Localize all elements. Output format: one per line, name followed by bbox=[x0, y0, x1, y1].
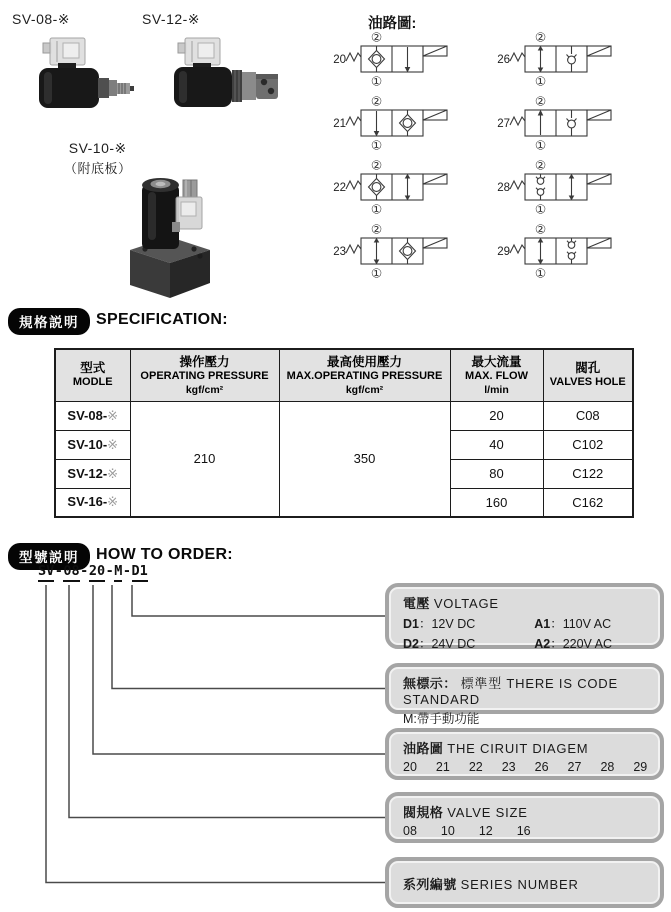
spec-max-flow: 20 bbox=[450, 401, 543, 430]
spec-operating-pressure: 210 bbox=[130, 401, 279, 517]
diagram-number: 23 bbox=[333, 246, 346, 258]
spec-section-heading: SPECIFICATION: bbox=[96, 311, 228, 328]
specification-table bbox=[54, 348, 632, 518]
svg-text:②: ② bbox=[370, 94, 383, 109]
order-code-segment-20: 20 bbox=[89, 563, 105, 582]
order-code-separator: - bbox=[80, 563, 89, 579]
diagram-number: 27 bbox=[497, 118, 510, 130]
order-code-segment-SV: SV bbox=[38, 563, 54, 582]
product-label-sv12: SV-12-※ bbox=[142, 11, 201, 27]
order-box-the-ciruit-diagem bbox=[385, 728, 664, 780]
order-box-series-number bbox=[385, 857, 664, 908]
spec-model: SV-10-※ bbox=[55, 430, 130, 459]
order-box-values bbox=[403, 760, 646, 774]
spec-model: SV-12-※ bbox=[55, 459, 130, 488]
spec-table bbox=[54, 348, 634, 518]
spec-col-header-2: 最高使用壓力 MAX.OPERATING PRESSURE kgf/cm² bbox=[279, 349, 450, 401]
circuit-diagram-21 bbox=[328, 94, 483, 152]
svg-text:①: ① bbox=[534, 201, 547, 216]
order-code bbox=[38, 563, 148, 579]
diagram-number: 29 bbox=[497, 246, 510, 258]
circuit-diagram-22 bbox=[328, 158, 483, 216]
product-photo-sv10 bbox=[112, 170, 218, 300]
circuit-diagram-26 bbox=[492, 30, 647, 88]
svg-text:②: ② bbox=[534, 158, 547, 173]
order-code-segment-D1: D1 bbox=[132, 563, 148, 582]
order-code-separator: - bbox=[54, 563, 63, 579]
voltage-option: D2：24V DC bbox=[403, 637, 476, 651]
order-tree-line-20 bbox=[93, 585, 385, 754]
svg-text:①: ① bbox=[370, 73, 383, 88]
svg-text:②: ② bbox=[534, 30, 547, 45]
order-box-value: 10 bbox=[440, 824, 455, 838]
svg-text:②: ② bbox=[534, 94, 547, 109]
spec-valve-hole: C122 bbox=[543, 459, 633, 488]
spec-valve-hole: C162 bbox=[543, 488, 633, 517]
order-code-segment-M: M bbox=[114, 563, 122, 582]
spec-col-header-3: 最大流量 MAX. FLOW l/min bbox=[450, 349, 543, 401]
spec-model: SV-16-※ bbox=[55, 488, 130, 517]
order-tree-line-08 bbox=[69, 585, 385, 818]
svg-text:①: ① bbox=[534, 73, 547, 88]
spec-valve-hole: C08 bbox=[543, 401, 633, 430]
order-box-value: 28 bbox=[600, 760, 615, 774]
order-box-title: 油路圖 THE CIRUIT DIAGEM bbox=[403, 741, 589, 756]
svg-text:①: ① bbox=[370, 265, 383, 280]
order-box-value: 12 bbox=[478, 824, 493, 838]
order-box-title: 無標示： 標準型 THERE IS CODE STANDARD bbox=[403, 676, 618, 707]
order-box-value: 08 bbox=[403, 824, 417, 838]
circuit-diagram-27 bbox=[492, 94, 647, 152]
order-box-values bbox=[403, 824, 646, 838]
spec-section-pill: 規格説明 bbox=[8, 308, 90, 335]
diagram-number: 21 bbox=[333, 118, 346, 130]
circuit-diagram-23 bbox=[328, 222, 483, 280]
diagram-number: 20 bbox=[333, 54, 346, 66]
voltage-option: D1：12V DC bbox=[403, 617, 476, 631]
order-box-value: 20 bbox=[403, 760, 417, 774]
spec-max-flow: 40 bbox=[450, 430, 543, 459]
order-box-line2: M:帶手動功能 bbox=[403, 712, 480, 726]
diagram-number: 28 bbox=[497, 182, 510, 194]
spec-col-header-0: 型式 MODLE bbox=[55, 349, 130, 401]
order-box-value: 22 bbox=[468, 760, 483, 774]
order-tree-line-SV bbox=[46, 585, 385, 883]
order-code-segment-08: 08 bbox=[63, 563, 79, 582]
svg-text:②: ② bbox=[370, 158, 383, 173]
order-box-value: 27 bbox=[567, 760, 582, 774]
voltage-option: A2：220V AC bbox=[534, 637, 613, 651]
svg-text:②: ② bbox=[534, 222, 547, 237]
order-box-value: 23 bbox=[501, 760, 516, 774]
order-box-title: 閥規格 VALVE SIZE bbox=[403, 805, 528, 820]
order-box-title: 系列編號 SERIES NUMBER bbox=[403, 876, 579, 892]
spec-valve-hole: C102 bbox=[543, 430, 633, 459]
spec-row-SV-08- bbox=[55, 401, 633, 430]
spec-col-header-4: 閥孔 VALVES HOLE bbox=[543, 349, 633, 401]
order-box-valve-size bbox=[385, 792, 664, 843]
spec-max-operating-pressure: 350 bbox=[279, 401, 450, 517]
order-section-pill: 型號説明 bbox=[8, 543, 90, 570]
spec-col-header-1: 操作壓力 OPERATING PRESSURE kgf/cm² bbox=[130, 349, 279, 401]
order-box-value: 21 bbox=[435, 760, 450, 774]
svg-text:②: ② bbox=[370, 30, 383, 45]
svg-text:①: ① bbox=[370, 201, 383, 216]
order-tree-line-M bbox=[112, 585, 385, 689]
order-box-value: 29 bbox=[633, 760, 648, 774]
svg-text:②: ② bbox=[370, 222, 383, 237]
product-photo-sv12 bbox=[162, 34, 282, 118]
diagram-number: 26 bbox=[497, 54, 510, 66]
order-code-separator: - bbox=[122, 563, 131, 579]
diagram-number: 22 bbox=[333, 182, 346, 194]
svg-text:①: ① bbox=[370, 137, 383, 152]
circuit-diagram-28 bbox=[492, 158, 647, 216]
order-code-separator: - bbox=[105, 563, 114, 579]
spec-model: SV-08-※ bbox=[55, 401, 130, 430]
spec-max-flow: 80 bbox=[450, 459, 543, 488]
circuit-diagram-20 bbox=[328, 30, 483, 88]
voltage-options bbox=[403, 614, 646, 652]
circuit-diagram-29 bbox=[492, 222, 647, 280]
order-box-voltage bbox=[385, 583, 664, 649]
product-label-sv10: SV-10-※ （附底板） bbox=[64, 140, 132, 176]
order-box-value: 26 bbox=[534, 760, 549, 774]
order-box-value: 16 bbox=[516, 824, 531, 838]
svg-text:①: ① bbox=[534, 137, 547, 152]
product-label-sv08: SV-08-※ bbox=[12, 11, 71, 27]
order-box-title: 電壓 VOLTAGE bbox=[403, 596, 499, 611]
order-tree-line-D1 bbox=[132, 585, 385, 616]
order-box--there-is-code-standard bbox=[385, 663, 664, 726]
spec-max-flow: 160 bbox=[450, 488, 543, 517]
product-photo-sv08 bbox=[30, 34, 136, 118]
voltage-option: A1：110V AC bbox=[534, 617, 612, 631]
svg-text:①: ① bbox=[534, 265, 547, 280]
circuit-diagrams-title: 油路圖: bbox=[368, 16, 417, 32]
order-section-heading: HOW TO ORDER: bbox=[96, 546, 233, 563]
